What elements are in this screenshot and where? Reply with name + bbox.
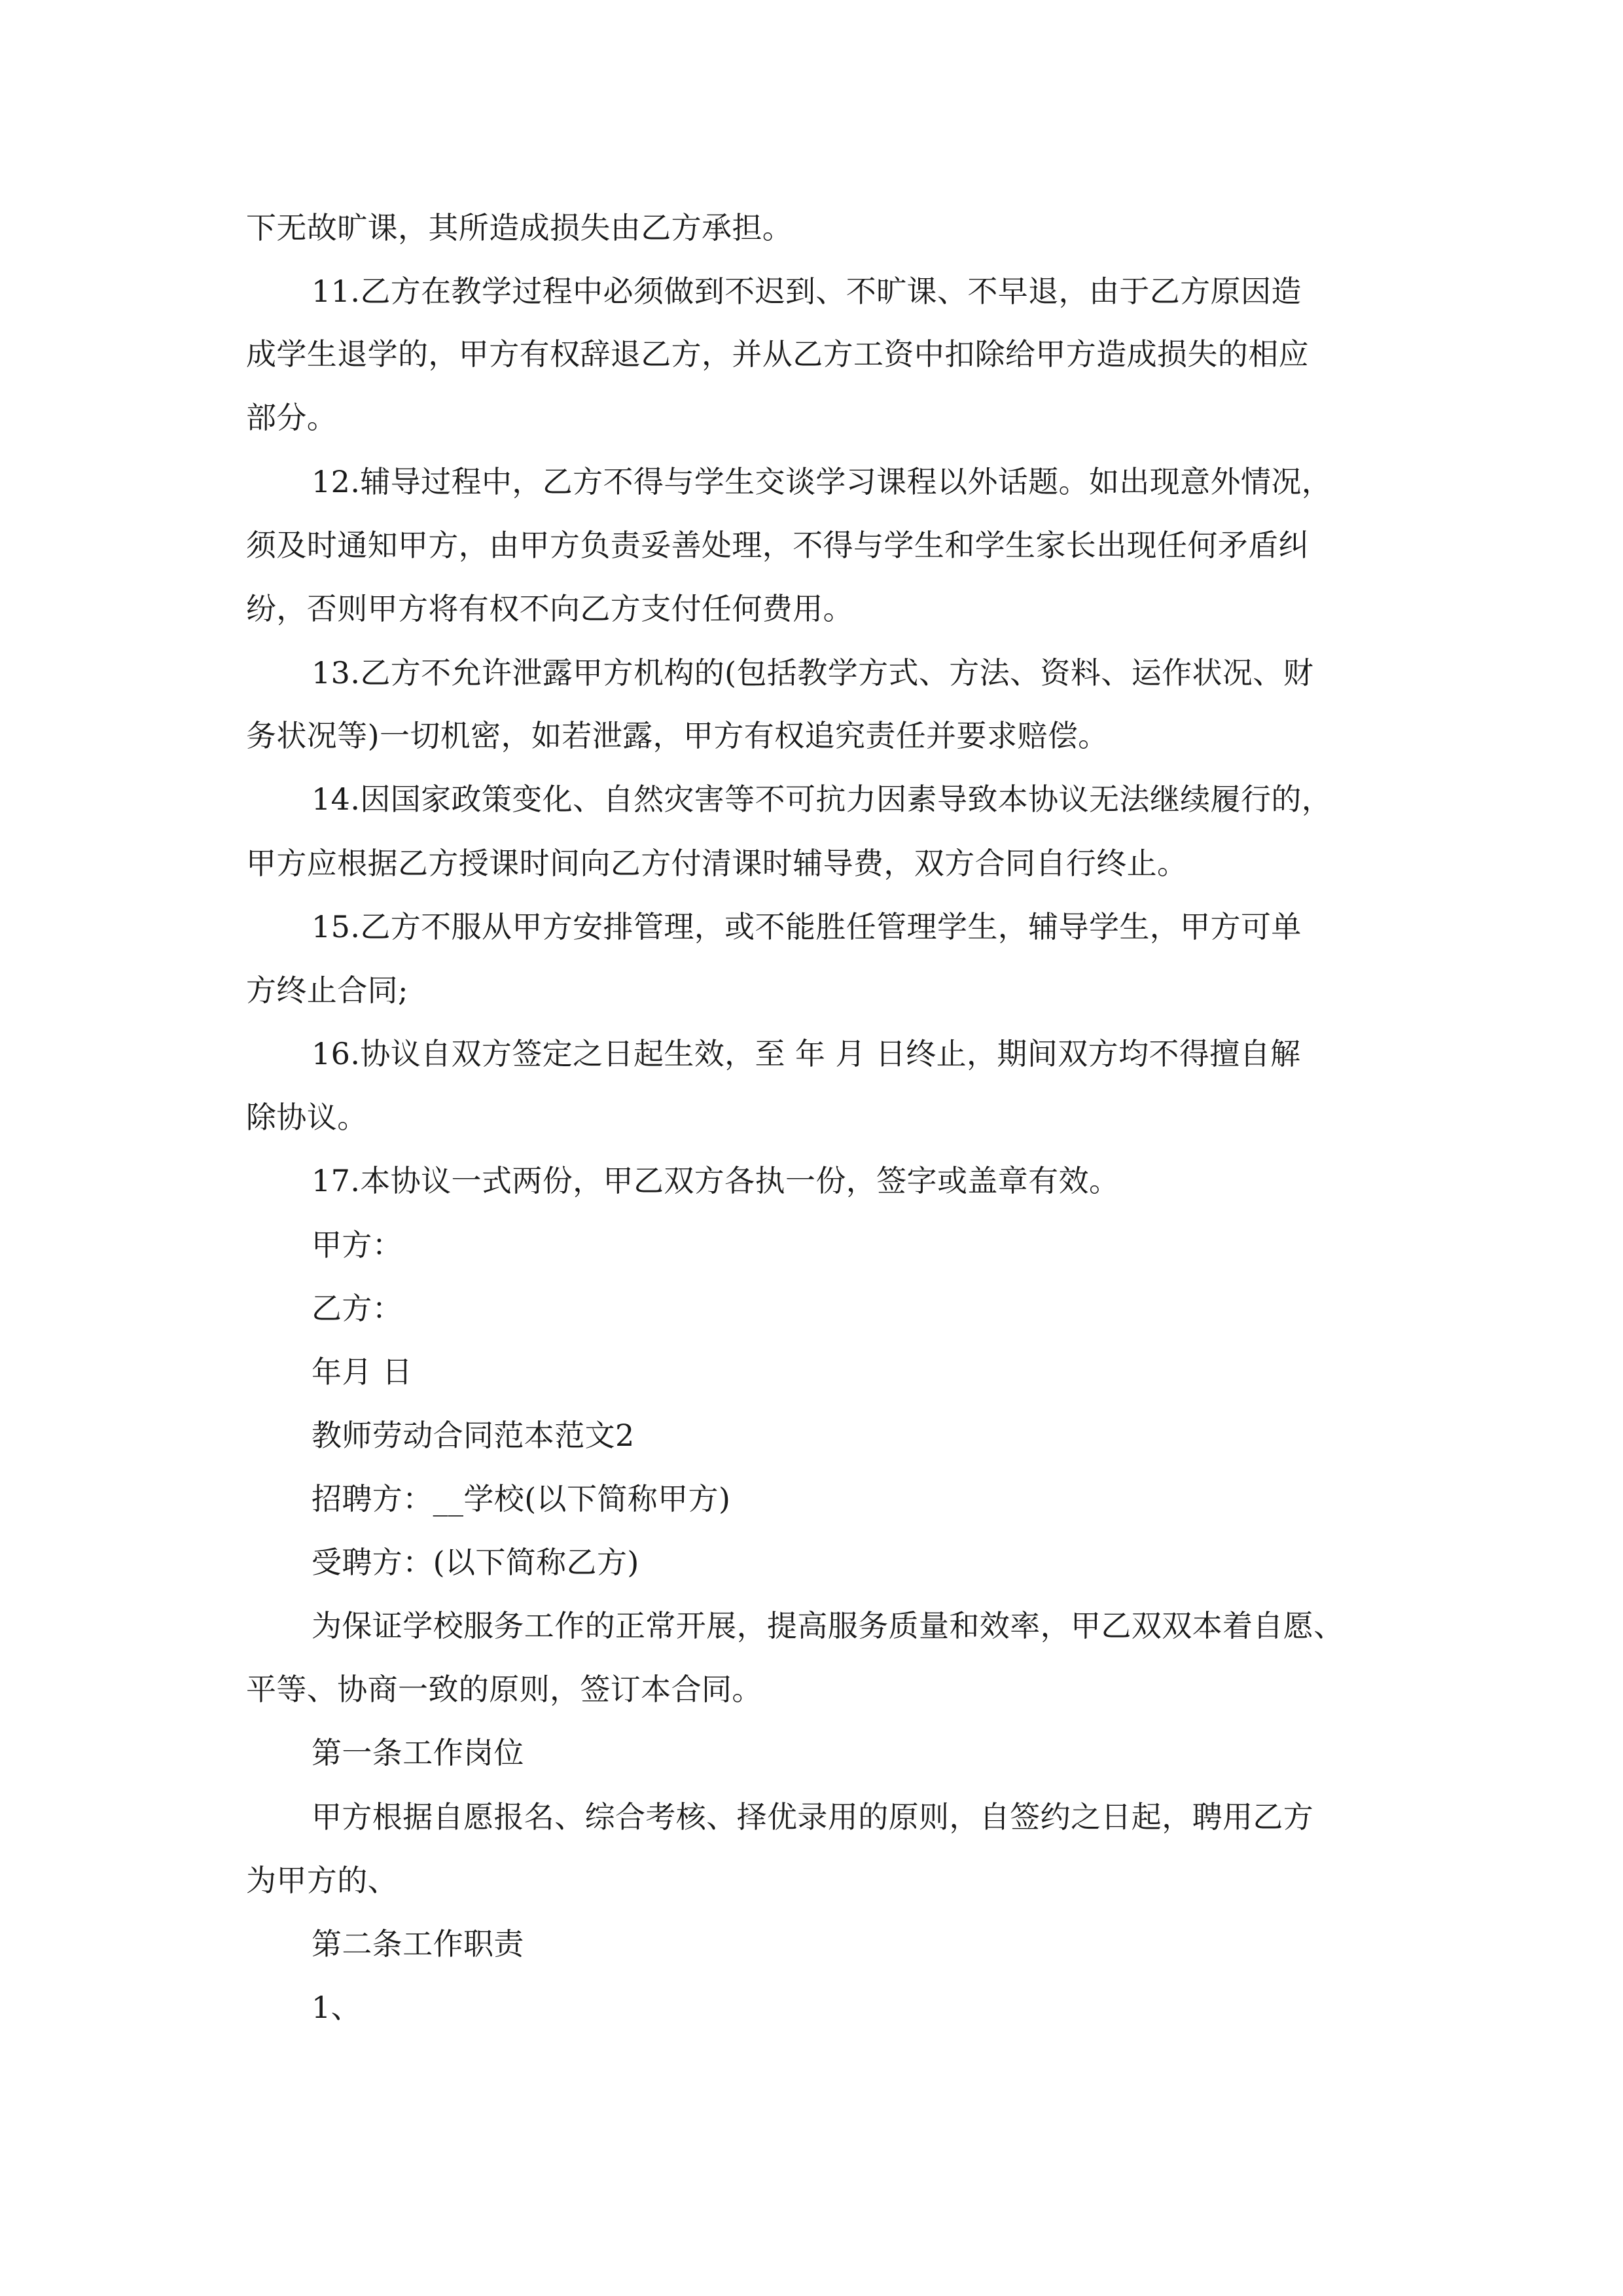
text-line: 除协议。	[246, 1100, 368, 1135]
text-line: 为甲方的、	[246, 1863, 398, 1898]
text-line: 11.乙方在教学过程中必须做到不迟到、不旷课、不早退，由于乙方原因造	[312, 274, 1302, 309]
text-line: 须及时通知甲方，由甲方负责妥善处理，不得与学生和学生家长出现任何矛盾纠	[246, 528, 1309, 563]
text-line: 务状况等)一切机密，如若泄露，甲方有权追究责任并要求赔偿。	[246, 718, 1109, 753]
text-line: 为保证学校服务工作的正常开展，提高服务质量和效率，甲乙双双本着自愿、	[312, 1608, 1344, 1643]
text-line: 方终止合同;	[246, 973, 408, 1008]
text-line: 甲方应根据乙方授课时间向乙方付清课时辅导费，双方合同自行终止。	[246, 846, 1188, 881]
text-line: 16.协议自双方签定之日起生效，至 年 月 日终止，期间双方均不得擅自解	[312, 1036, 1301, 1071]
section-title: 教师劳动合同范本范文2	[312, 1418, 635, 1453]
text-line: 乙方：	[312, 1291, 403, 1326]
text-line: 下无故旷课，其所造成损失由乙方承担。	[246, 210, 793, 245]
text-line: 招聘方：__学校(以下简称甲方)	[312, 1481, 731, 1516]
text-line: 年月 日	[312, 1354, 413, 1390]
text-line: 13.乙方不允许泄露甲方机构的(包括教学方式、方法、资料、运作状况、财	[312, 655, 1314, 691]
text-line: 成学生退学的，甲方有权辞退乙方，并从乙方工资中扣除给甲方造成损失的相应	[246, 336, 1309, 372]
text-line: 纷，否则甲方将有权不向乙方支付任何费用。	[246, 591, 853, 626]
text-line: 17.本协议一式两份，甲乙双方各执一份，签字或盖章有效。	[312, 1163, 1120, 1198]
article-heading: 第一条工作岗位	[312, 1735, 524, 1770]
text-line: 15.乙方不服从甲方安排管理，或不能胜任管理学生，辅导学生，甲方可单	[312, 909, 1302, 944]
article-heading: 第二条工作职责	[312, 1926, 524, 1962]
text-line: 甲方：	[312, 1227, 403, 1263]
text-line: 部分。	[246, 400, 338, 435]
text-line: 甲方根据自愿报名、综合考核、择优录用的原则，自签约之日起，聘用乙方	[312, 1799, 1314, 1835]
text-line: 受聘方：(以下简称乙方)	[312, 1545, 639, 1580]
text-line: 1、	[312, 1990, 362, 2025]
text-line: 平等、协商一致的原则，签订本合同。	[246, 1672, 762, 1707]
text-line: 12.辅导过程中，乙方不得与学生交谈学习课程以外话题。如出现意外情况，	[312, 464, 1332, 499]
text-line: 14.因国家政策变化、自然灾害等不可抗力因素导致本协议无法继续履行的，	[312, 781, 1332, 817]
